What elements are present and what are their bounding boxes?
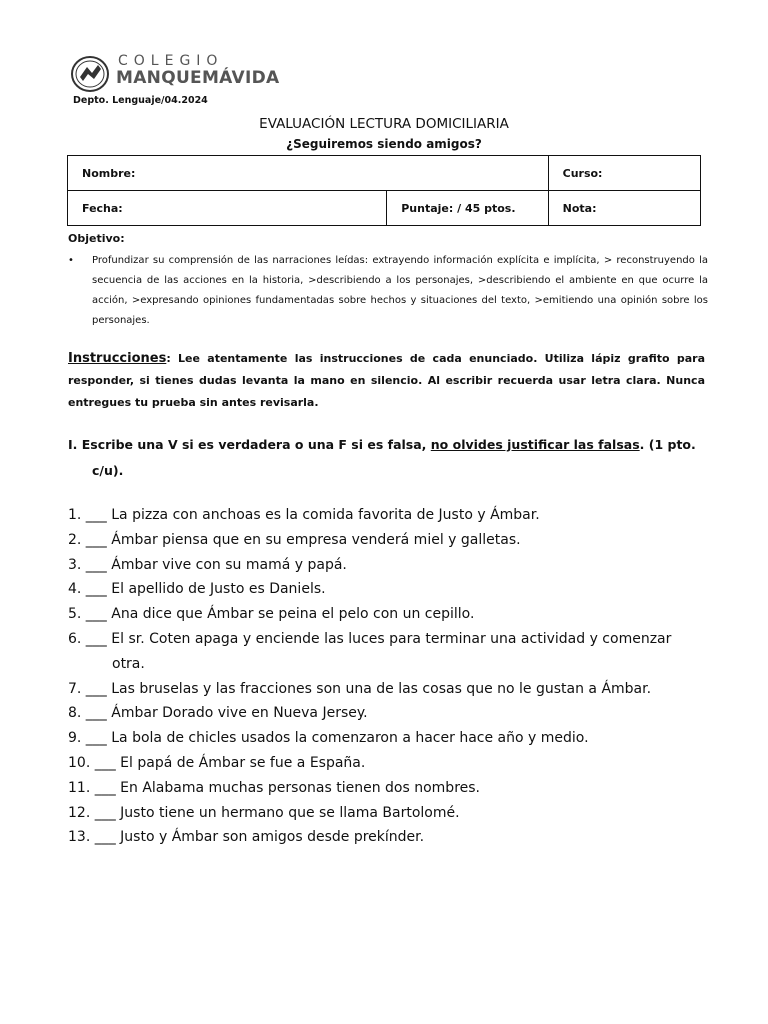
question-item: 10. ___ El papá de Ámbar se fue a España. bbox=[68, 754, 366, 771]
school-seal-icon bbox=[70, 55, 110, 93]
question-item: 3. ___ Ámbar vive con su mamá y papá. bbox=[68, 556, 347, 573]
question-item: 6. ___ El sr. Coten apaga y enciende las luces para terminar una actividad y comenzar bbox=[68, 630, 672, 647]
question-item: 5. ___ Ana dice que Ámbar se peina el pelo con un cepillo. bbox=[68, 606, 475, 623]
school-logo bbox=[70, 52, 280, 96]
page-title: EVALUACIÓN LECTURA DOMICILIARIA bbox=[259, 116, 509, 132]
question-list bbox=[68, 503, 708, 850]
question-item: 7. ___ Las bruselas y las fracciones son una de las cosas que no le gustan a Ámbar. bbox=[68, 680, 652, 697]
question-item: 8. ___ Ámbar Dorado vive en Nueva Jersey. bbox=[68, 705, 368, 722]
question-item: 4. ___ El apellido de Justo es Daniels. bbox=[68, 581, 326, 598]
question-item: 11. ___ En Alabama muchas personas tienen dos nombres. bbox=[68, 779, 480, 796]
objetivo-label: Objetivo: bbox=[68, 232, 125, 245]
bullet-icon: • bbox=[68, 255, 74, 266]
nombre-field[interactable]: Nombre: bbox=[68, 156, 549, 191]
instructions-label: Instrucciones bbox=[68, 351, 167, 366]
section-1-heading bbox=[68, 432, 708, 484]
objetivo-text: Profundizar su comprensión de las narraciones leídas: extrayendo información explícita e implícita, > reconstruyendo la secuencia de las acciones en la historia, >describiendo a los personajes, >describiendo el ambiente en que ocurre la acción, >expresando opiniones fundamentadas sobre hechos y situaciones del texto, >emitiendo una opinión sobre los personajes. bbox=[92, 255, 708, 326]
section-1-line2: c/u). bbox=[92, 463, 124, 478]
instructions-text: : Lee atentamente las instrucciones de cada enunciado. Utiliza lápiz grafito para responder, si tienes dudas levanta la mano en silencio. Al escribir recuerda usar letra clara. Nunca entregues tu prueba sin antes revisarla. bbox=[68, 352, 705, 409]
puntaje-field[interactable]: Puntaje: / 45 ptos. bbox=[387, 191, 548, 226]
objetivo-bullet-item bbox=[68, 251, 708, 331]
question-item-continuation: otra. bbox=[112, 655, 145, 672]
section-1-suffix: . (1 pto. bbox=[639, 437, 696, 452]
curso-field[interactable]: Curso: bbox=[548, 156, 700, 191]
instructions-paragraph bbox=[68, 348, 705, 414]
question-item: 13. ___ Justo y Ámbar son amigos desde prekínder. bbox=[68, 829, 425, 846]
nota-field[interactable]: Nota: bbox=[548, 191, 700, 226]
question-item: 2. ___ Ámbar piensa que en su empresa venderá miel y galletas. bbox=[68, 531, 521, 548]
question-item: 9. ___ La bola de chicles usados la comenzaron a hacer hace año y medio. bbox=[68, 730, 589, 747]
question-item: 1. ___ La pizza con anchoas es la comida favorita de Justo y Ámbar. bbox=[68, 507, 540, 523]
logo-colegio-text: COLEGIO bbox=[118, 53, 224, 69]
page-subtitle: ¿Seguiremos siendo amigos? bbox=[286, 137, 482, 151]
department-label: Depto. Lenguaje/04.2024 bbox=[73, 95, 208, 106]
fecha-field[interactable]: Fecha: bbox=[68, 191, 387, 226]
logo-school-name: MANQUEMÁVIDA bbox=[116, 68, 280, 88]
section-1-prefix: I. Escribe una V si es verdadera o una F si es falsa, bbox=[68, 437, 431, 452]
student-info-table bbox=[67, 155, 701, 226]
section-1-underlined: no olvides justificar las falsas bbox=[430, 437, 640, 452]
question-item: 12. ___ Justo tiene un hermano que se llama Bartolomé. bbox=[68, 804, 460, 821]
